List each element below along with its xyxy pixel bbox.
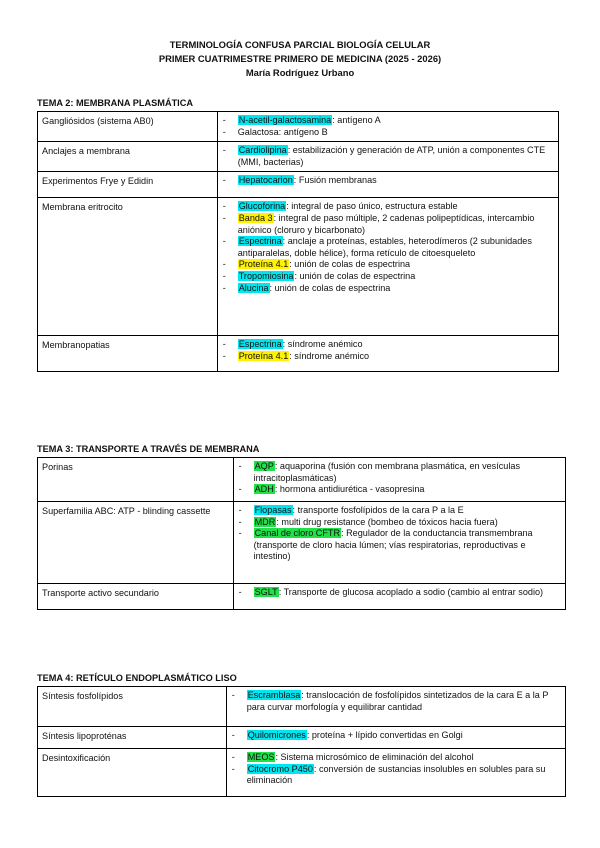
terminology-table (37, 111, 559, 372)
definition-text: : unión de colas de espectrina (269, 282, 391, 293)
definition-cell (217, 198, 558, 336)
term-cell: Membranopatias (38, 336, 218, 372)
highlighted-term: Tropomiosina (238, 270, 294, 281)
highlighted-term: Alucina (238, 282, 269, 293)
table-row (38, 336, 559, 372)
list-item (234, 587, 561, 599)
list-item (227, 764, 561, 787)
list-item (227, 690, 561, 713)
table-row (38, 727, 566, 749)
term-cell: Síntesis lipoproténas (38, 727, 227, 749)
highlighted-term: Proteína 4.1 (238, 350, 289, 361)
table-row (38, 687, 566, 727)
definition-cell (233, 502, 565, 584)
list-item (218, 213, 554, 236)
doc-author: María Rodríguez Urbano (245, 67, 355, 78)
term-cell: Experimentos Frye y Edidin (38, 172, 218, 198)
list-item (234, 517, 561, 529)
term-cell: Síntesis fosfolípidos (38, 687, 227, 727)
list-item (218, 127, 554, 139)
definition-list (234, 461, 561, 496)
definition-text: : integral de paso múltiple, 2 cadenas polipeptídicas, intercambio aniónico (cloruro y bicarbonato) (237, 212, 535, 235)
definition-text: : proteína + lípido convertidas en Golgi (306, 730, 463, 740)
definition-text: : Transporte de glucosa acoplado a sodio (cambio al entrar sodio) (278, 587, 544, 597)
highlighted-term: Hepatocarion (238, 175, 293, 186)
doc-title: TERMINOLOGÍA CONFUSA PARCIAL BIOLOGÍA CELULAR (169, 39, 431, 50)
list-item (218, 259, 554, 271)
definition-text: : Fusión membranas (293, 175, 377, 186)
highlighted-term: Glucoforina (238, 201, 286, 212)
definition-text: : hormona antidiurética - vasopresina (274, 484, 425, 495)
section-title: TEMA 3: TRANSPORTE A TRAVÉS DE MEMBRANA (37, 444, 260, 454)
definition-list (218, 175, 554, 187)
highlighted-term: N-acetil-galactosamina (238, 115, 332, 125)
definition-text: : síndrome anémico (282, 339, 363, 350)
list-item (234, 528, 561, 563)
doc-subtitle: PRIMER CUATRIMESTRE PRIMERO DE MEDICINA (2025 - 2026) (158, 53, 442, 64)
list-item (218, 271, 554, 283)
list-item (218, 175, 554, 187)
term-cell: Superfamilia ABC: ATP - blinding cassette (38, 502, 234, 584)
definition-text: : antígeno A (332, 115, 381, 125)
table-row (38, 142, 559, 172)
definition-cell (226, 687, 565, 727)
definition-cell (217, 172, 558, 198)
terminology-table (37, 686, 566, 797)
highlighted-term: SGLT (254, 587, 278, 597)
definition-cell (233, 458, 565, 502)
highlighted-term: AQP (254, 461, 274, 471)
definition-list (218, 145, 554, 168)
definition-text: : conversión de sustancias insolubles en solubles para su eliminación (246, 763, 546, 786)
definition-text: : translocación de fosfolípidos sintetizados de la cara E a la P para curvar morfología y equilibrar cantidad (246, 690, 549, 712)
definition-list (234, 587, 561, 599)
definition-text: : estabilización y generación de ATP, unión a componentes CTE (MMI, bacterias) (237, 145, 546, 167)
definition-list (218, 339, 554, 362)
highlighted-term: Canal de cloro CFTR (254, 528, 341, 539)
list-item (218, 115, 554, 127)
term-cell: Porinas (38, 458, 234, 502)
document-header (0, 38, 600, 80)
table-row (38, 198, 559, 336)
section-title: TEMA 2: MEMBRANA PLASMÁTICA (37, 98, 194, 108)
table-row (38, 112, 559, 142)
definition-text: : aquaporina (fusión con membrana plasmática, en vesículas intracitoplasmáticas) (253, 461, 520, 483)
term-cell: Anclajes a membrana (38, 142, 218, 172)
definition-text: Galactosa: antígeno B (237, 126, 328, 137)
definition-text: : integral de paso único, estructura estable (286, 201, 458, 212)
list-item (234, 484, 561, 496)
definition-text: : síndrome anémico (289, 350, 370, 361)
definition-cell (226, 749, 565, 797)
list-item (218, 283, 554, 295)
highlighted-term: MDR (254, 516, 276, 527)
definition-cell (217, 336, 558, 372)
term-cell: Transporte activo secundario (38, 584, 234, 610)
definition-cell (217, 142, 558, 172)
table-row (38, 584, 566, 610)
list-item (234, 461, 561, 484)
definition-text: : transporte fosfolípidos de la cara P a la E (292, 505, 464, 515)
section-title: TEMA 4: RETÍCULO ENDOPLASMÁTICO LISO (37, 673, 237, 683)
definition-list (227, 752, 561, 787)
table-row (38, 458, 566, 502)
table-row (38, 502, 566, 584)
definition-text: : Regulador de la conductancia transmembrana (transporte de cloro hacia lúmen; vías respiratorias, reproductivas e intestino) (253, 528, 533, 562)
definition-list (227, 730, 561, 742)
definition-text: : anclaje a proteínas, estables, heterodímeros (2 subunidades antiparalelas, doble hélice), forma retículo de citoesqueleto (237, 236, 532, 258)
terminology-table (37, 457, 566, 610)
definition-list (218, 115, 554, 138)
definition-list (234, 505, 561, 563)
definition-text: : Sistema microsómico de eliminación del alcohol (275, 752, 474, 762)
highlighted-term: MEOS (247, 752, 275, 762)
list-item (218, 236, 554, 259)
list-item (218, 201, 554, 213)
definition-text: : unión de colas de espectrina (294, 270, 416, 281)
list-item (227, 730, 561, 742)
definition-list (218, 201, 554, 294)
definition-list (227, 690, 561, 713)
term-cell: Membrana eritrocito (38, 198, 218, 336)
term-cell: Gangliósidos (sistema AB0) (38, 112, 218, 142)
list-item (227, 752, 561, 764)
list-item (218, 339, 554, 351)
highlighted-term: ADH (254, 484, 274, 495)
definition-cell (217, 112, 558, 142)
term-cell: Desintoxificación (38, 749, 227, 797)
highlighted-term: Banda 3 (238, 212, 273, 223)
list-item (218, 351, 554, 363)
highlighted-term: Citocromo P450 (247, 763, 313, 774)
list-item (234, 505, 561, 517)
definition-text: : unión de colas de espectrina (289, 259, 411, 270)
list-item (218, 145, 554, 168)
highlighted-term: Flopasas (254, 505, 292, 515)
table-row (38, 749, 566, 797)
highlighted-term: Espectrina (238, 236, 282, 247)
definition-cell (226, 727, 565, 749)
highlighted-term: Cardiolipina (238, 145, 287, 156)
highlighted-term: Escramblasa (247, 690, 301, 700)
highlighted-term: Espectrina (238, 339, 282, 350)
definition-text: : multi drug resistance (bombeo de tóxicos hacia fuera) (276, 516, 498, 527)
highlighted-term: Quilomicrones (247, 730, 306, 740)
definition-cell (233, 584, 565, 610)
highlighted-term: Proteína 4.1 (238, 259, 289, 270)
table-row (38, 172, 559, 198)
